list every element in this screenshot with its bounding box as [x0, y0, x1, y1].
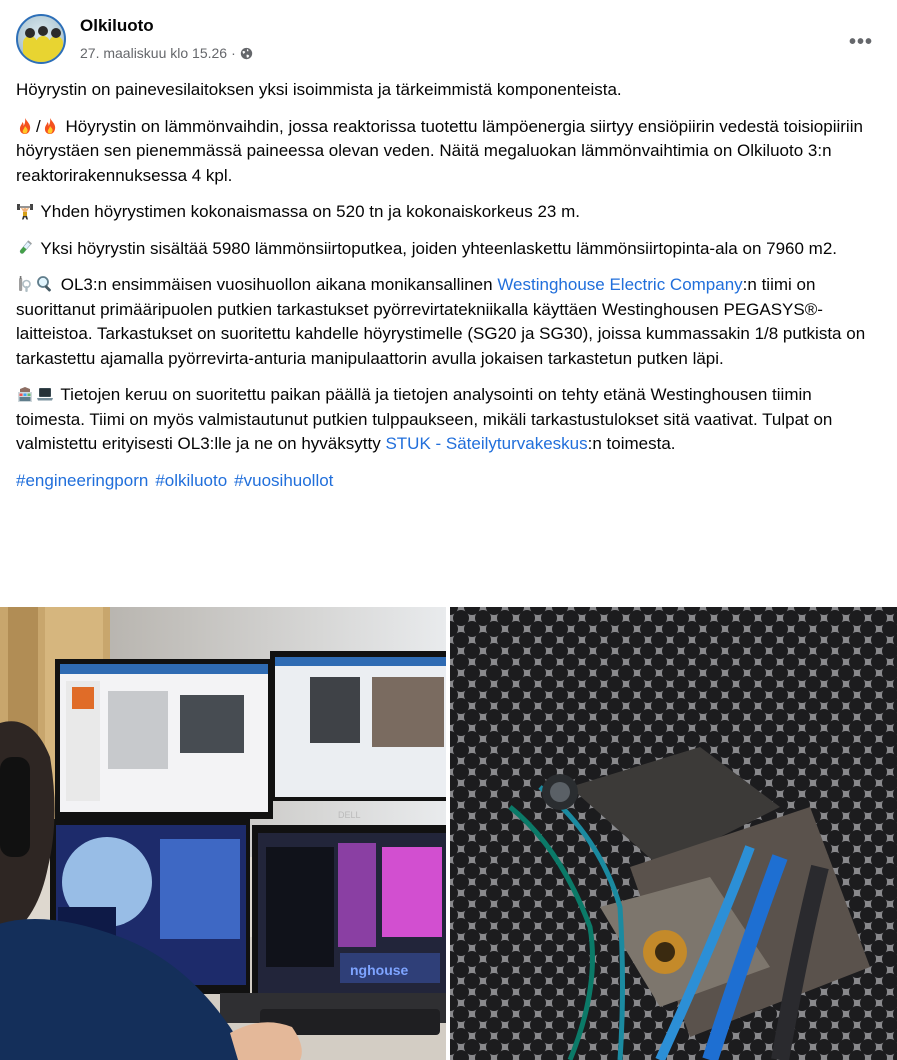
hashtag-link[interactable]: #engineeringporn	[16, 470, 149, 490]
post-paragraph-4	[16, 237, 876, 262]
dell-logo-text: DELL	[338, 810, 361, 820]
workstation-image	[0, 607, 446, 1060]
fire-icon	[16, 117, 34, 135]
post-paragraph-2	[16, 115, 876, 189]
tools-icon	[16, 275, 34, 293]
hashtag-link[interactable]: #vuosihuollot	[234, 470, 334, 490]
paragraph-5-text-before: OL3:n ensimmäisen vuosihuollon aikana monikansallinen	[56, 275, 498, 294]
meta-separator: ·	[231, 45, 236, 61]
post-paragraph-3	[16, 200, 876, 225]
test-tube-icon	[16, 239, 34, 257]
westinghouse-link[interactable]: Westinghouse Electric Company	[497, 275, 743, 294]
post-header	[16, 14, 881, 66]
more-horizontal-icon: •••	[848, 30, 873, 53]
paragraph-2-text: Höyrystin on lämmönvaihdin, jossa reaktorissa tuotettu lämpöenergia siirtyy ensiöpiirin vedestä toisiopiiriin höyrystäen sen pienemmässä paineessa olevan veden. Näitä megaluokan lämmönvaihtimia on Olkiluoto 3:n reaktorirakennuksessa 4 kpl.	[16, 116, 863, 185]
laptop-icon	[36, 385, 54, 403]
globe-icon	[240, 47, 253, 60]
post-timestamp[interactable]: 27. maaliskuu klo 15.26	[80, 45, 228, 61]
stuk-link[interactable]: STUK - Säteilyturvakeskus	[385, 434, 588, 453]
office-icon	[16, 385, 34, 403]
fire-icon	[41, 117, 59, 135]
page-avatar[interactable]	[16, 14, 66, 64]
hashtag-link[interactable]: #olkiluoto	[155, 470, 228, 490]
page-name[interactable]: Olkiluoto	[80, 16, 154, 35]
probe-image	[450, 607, 897, 1060]
post-paragraph-1: Höyrystin on painevesilaitoksen yksi isoimmista ja tärkeimmistä komponenteista.	[16, 80, 622, 99]
paragraph-3-text: Yhden höyrystimen kokonaismassa on 520 tn ja kokonaiskorkeus 23 m.	[36, 202, 580, 221]
hashtags	[16, 469, 876, 494]
paragraph-6-text-after: :n toimesta.	[587, 434, 676, 453]
weight-lifter-icon	[16, 202, 34, 220]
emoji-separator: /	[36, 116, 41, 136]
post-paragraph-6	[16, 383, 876, 457]
photo-tube-sheet-probe[interactable]	[450, 607, 897, 1060]
post-paragraph-5	[16, 273, 876, 371]
post-body	[16, 78, 876, 505]
magnifier-icon	[36, 275, 54, 293]
paragraph-4-text: Yksi höyrystin sisältää 5980 lämmönsiirtoputkea, joiden yhteenlaskettu lämmönsiirtopinta-ala on 7960 m2.	[36, 238, 838, 258]
photo-workstation[interactable]	[0, 607, 446, 1060]
paragraph-5-text-after: :n tiimi on suorittanut primääripuolen putkien tarkastukset pyörrevirtatekniikalla käyttäen Westinghousen PEGASYS®-laitteistoa. Tarkastukset on suoritettu kahdelle höyrystimelle (SG20 ja SG30), joissa kummassakin 1/8 putkista on tarkastettu ajamalla pyörrevirta-anturia manipulaattorin avulla jokaisen tarkastetun putken läpi.	[16, 275, 866, 368]
more-options-button[interactable]	[843, 24, 879, 60]
paragraph-6-text-before: Tietojen keruu on suoritettu paikan päällä ja tietojen analysointi on tehty etänä Westinghousen tiimin toimesta. Tiimi on myös valmistautunut putkien tulppaukseen, mikäli tarkastustulokset sitä vaativat. Tulpat on valmistettu erityisesti OL3:lle ja ne on hyväksytty	[16, 385, 833, 453]
post-meta	[80, 45, 253, 61]
monitor-brand-text: nghouse	[350, 962, 409, 978]
